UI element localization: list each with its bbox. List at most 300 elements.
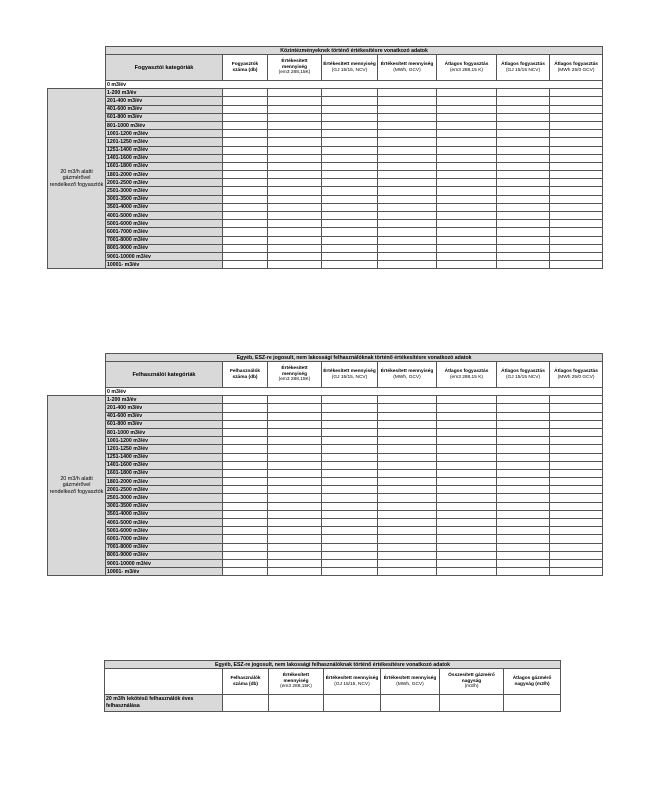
data-cell[interactable] [268,396,322,404]
data-cell[interactable] [550,105,603,113]
data-cell[interactable] [437,261,497,269]
data-cell[interactable] [322,228,378,236]
data-cell[interactable] [378,461,437,469]
data-cell[interactable] [322,478,378,486]
data-cell[interactable] [223,527,268,535]
data-cell[interactable] [268,162,322,170]
data-cell[interactable] [378,445,437,453]
data-cell[interactable] [223,695,269,712]
data-cell[interactable] [223,162,268,170]
data-cell[interactable] [268,453,322,461]
data-cell[interactable] [437,502,497,510]
data-cell[interactable] [223,203,268,211]
data-cell[interactable] [378,568,437,576]
data-cell[interactable] [378,244,437,252]
data-cell[interactable] [268,478,322,486]
data-cell[interactable] [378,220,437,228]
data-cell[interactable] [268,179,322,187]
data-cell[interactable] [550,187,603,195]
data-cell[interactable] [223,171,268,179]
data-cell[interactable] [497,535,550,543]
data-cell[interactable] [322,146,378,154]
data-cell[interactable] [378,428,437,436]
data-cell[interactable] [322,568,378,576]
data-cell[interactable] [550,543,603,551]
data-cell[interactable] [223,220,268,228]
data-cell[interactable] [437,195,497,203]
data-cell[interactable] [378,486,437,494]
data-cell[interactable] [223,179,268,187]
data-cell[interactable] [268,519,322,527]
data-cell[interactable] [437,179,497,187]
data-cell[interactable] [550,138,603,146]
data-cell[interactable] [550,220,603,228]
data-cell[interactable] [550,494,603,502]
data-cell[interactable] [497,437,550,445]
data-cell[interactable] [497,486,550,494]
data-cell[interactable] [223,195,268,203]
data-cell[interactable] [378,469,437,477]
data-cell[interactable] [322,105,378,113]
data-cell[interactable] [437,404,497,412]
data-cell[interactable] [497,162,550,170]
data-cell[interactable] [378,105,437,113]
data-cell[interactable] [497,105,550,113]
data-cell[interactable] [378,453,437,461]
data-cell[interactable] [550,445,603,453]
data-cell[interactable] [497,195,550,203]
data-cell[interactable] [378,89,437,97]
data-cell[interactable] [437,121,497,129]
data-cell[interactable] [497,252,550,260]
data-cell[interactable] [440,695,504,712]
data-cell[interactable] [223,244,268,252]
data-cell[interactable] [378,146,437,154]
data-cell[interactable] [437,469,497,477]
data-cell[interactable] [322,113,378,121]
data-cell[interactable] [322,461,378,469]
data-cell[interactable] [497,461,550,469]
data-cell[interactable] [322,445,378,453]
data-cell[interactable] [381,695,440,712]
data-cell[interactable] [497,97,550,105]
data-cell[interactable] [497,428,550,436]
data-cell[interactable] [497,228,550,236]
data-cell[interactable] [378,519,437,527]
data-cell[interactable] [497,445,550,453]
data-cell[interactable] [437,236,497,244]
data-cell[interactable] [268,252,322,260]
data-cell[interactable] [378,252,437,260]
data-cell[interactable] [322,502,378,510]
data-cell[interactable] [268,121,322,129]
data-cell[interactable] [497,478,550,486]
data-cell[interactable] [322,203,378,211]
data-cell[interactable] [437,568,497,576]
data-cell[interactable] [437,396,497,404]
data-cell[interactable] [322,510,378,518]
data-cell[interactable] [437,510,497,518]
data-cell[interactable] [550,527,603,535]
data-cell[interactable] [497,568,550,576]
data-cell[interactable] [268,527,322,535]
data-cell[interactable] [378,179,437,187]
data-cell[interactable] [324,695,381,712]
data-cell[interactable] [223,89,268,97]
data-cell[interactable] [378,212,437,220]
data-cell[interactable] [437,220,497,228]
data-cell[interactable] [322,519,378,527]
data-cell[interactable] [322,453,378,461]
data-cell[interactable] [223,437,268,445]
data-cell[interactable] [268,228,322,236]
data-cell[interactable] [223,453,268,461]
data-cell[interactable] [550,404,603,412]
data-cell[interactable] [437,154,497,162]
data-cell[interactable] [497,559,550,567]
data-cell[interactable] [497,396,550,404]
data-cell[interactable] [378,97,437,105]
data-cell[interactable] [437,146,497,154]
data-cell[interactable] [223,396,268,404]
data-cell[interactable] [437,113,497,121]
data-cell[interactable] [497,113,550,121]
data-cell[interactable] [322,559,378,567]
data-cell[interactable] [223,420,268,428]
data-cell[interactable] [437,494,497,502]
data-cell[interactable] [550,396,603,404]
data-cell[interactable] [268,105,322,113]
data-cell[interactable] [550,412,603,420]
data-cell[interactable] [378,396,437,404]
data-cell[interactable] [223,559,268,567]
data-cell[interactable] [268,97,322,105]
data-cell[interactable] [497,203,550,211]
data-cell[interactable] [378,527,437,535]
data-cell[interactable] [550,568,603,576]
data-cell[interactable] [322,261,378,269]
data-cell[interactable] [497,220,550,228]
data-cell[interactable] [550,228,603,236]
data-cell[interactable] [497,519,550,527]
data-cell[interactable] [497,551,550,559]
data-cell[interactable] [437,420,497,428]
data-cell[interactable] [437,486,497,494]
data-cell[interactable] [322,154,378,162]
data-cell[interactable] [322,486,378,494]
data-cell[interactable] [437,478,497,486]
data-cell[interactable] [268,535,322,543]
data-cell[interactable] [497,212,550,220]
data-cell[interactable] [378,535,437,543]
data-cell[interactable] [268,212,322,220]
data-cell[interactable] [322,138,378,146]
data-cell[interactable] [378,437,437,445]
data-cell[interactable] [497,502,550,510]
data-cell[interactable] [437,559,497,567]
data-cell[interactable] [437,527,497,535]
data-cell[interactable] [497,187,550,195]
data-cell[interactable] [497,412,550,420]
data-cell[interactable] [268,154,322,162]
data-cell[interactable] [497,527,550,535]
data-cell[interactable] [378,420,437,428]
data-cell[interactable] [322,187,378,195]
data-cell[interactable] [550,154,603,162]
data-cell[interactable] [497,494,550,502]
data-cell[interactable] [223,252,268,260]
data-cell[interactable] [550,171,603,179]
data-cell[interactable] [550,437,603,445]
data-cell[interactable] [550,486,603,494]
data-cell[interactable] [268,236,322,244]
data-cell[interactable] [223,121,268,129]
data-cell[interactable] [550,179,603,187]
data-cell[interactable] [497,510,550,518]
data-cell[interactable] [550,510,603,518]
data-cell[interactable] [550,146,603,154]
data-cell[interactable] [322,527,378,535]
data-cell[interactable] [550,453,603,461]
data-cell[interactable] [550,244,603,252]
data-cell[interactable] [322,236,378,244]
data-cell[interactable] [322,428,378,436]
data-cell[interactable] [497,89,550,97]
data-cell[interactable] [268,568,322,576]
data-cell[interactable] [437,519,497,527]
data-cell[interactable] [437,203,497,211]
data-cell[interactable] [378,261,437,269]
data-cell[interactable] [437,138,497,146]
data-cell[interactable] [223,519,268,527]
data-cell[interactable] [437,445,497,453]
data-cell[interactable] [437,428,497,436]
data-cell[interactable] [437,412,497,420]
data-cell[interactable] [550,212,603,220]
data-cell[interactable] [322,412,378,420]
data-cell[interactable] [437,437,497,445]
data-cell[interactable] [322,162,378,170]
data-cell[interactable] [378,236,437,244]
data-cell[interactable] [550,89,603,97]
data-cell[interactable] [550,97,603,105]
data-cell[interactable] [268,445,322,453]
data-cell[interactable] [497,244,550,252]
data-cell[interactable] [378,162,437,170]
data-cell[interactable] [268,195,322,203]
data-cell[interactable] [437,130,497,138]
data-cell[interactable] [378,502,437,510]
data-cell[interactable] [268,559,322,567]
data-cell[interactable] [268,220,322,228]
data-cell[interactable] [223,551,268,559]
data-cell[interactable] [268,89,322,97]
data-cell[interactable] [437,105,497,113]
data-cell[interactable] [550,420,603,428]
data-cell[interactable] [223,445,268,453]
data-cell[interactable] [437,244,497,252]
data-cell[interactable] [268,130,322,138]
data-cell[interactable] [437,162,497,170]
data-cell[interactable] [378,121,437,129]
data-cell[interactable] [268,171,322,179]
data-cell[interactable] [268,261,322,269]
data-cell[interactable] [223,228,268,236]
data-cell[interactable] [437,228,497,236]
data-cell[interactable] [223,404,268,412]
data-cell[interactable] [550,252,603,260]
data-cell[interactable] [223,130,268,138]
data-cell[interactable] [437,252,497,260]
data-cell[interactable] [497,179,550,187]
data-cell[interactable] [268,420,322,428]
data-cell[interactable] [268,203,322,211]
data-cell[interactable] [268,543,322,551]
data-cell[interactable] [550,559,603,567]
data-cell[interactable] [378,113,437,121]
data-cell[interactable] [437,212,497,220]
data-cell[interactable] [497,171,550,179]
data-cell[interactable] [437,535,497,543]
data-cell[interactable] [497,138,550,146]
data-cell[interactable] [223,568,268,576]
data-cell[interactable] [223,461,268,469]
data-cell[interactable] [322,469,378,477]
data-cell[interactable] [550,502,603,510]
data-cell[interactable] [322,130,378,138]
data-cell[interactable] [268,412,322,420]
data-cell[interactable] [378,494,437,502]
data-cell[interactable] [268,551,322,559]
data-cell[interactable] [550,162,603,170]
data-cell[interactable] [322,171,378,179]
data-cell[interactable] [223,486,268,494]
data-cell[interactable] [378,154,437,162]
data-cell[interactable] [378,510,437,518]
data-cell[interactable] [378,412,437,420]
data-cell[interactable] [322,396,378,404]
data-cell[interactable] [550,113,603,121]
data-cell[interactable] [268,138,322,146]
data-cell[interactable] [497,154,550,162]
data-cell[interactable] [268,244,322,252]
data-cell[interactable] [497,453,550,461]
data-cell[interactable] [223,97,268,105]
data-cell[interactable] [378,138,437,146]
data-cell[interactable] [550,236,603,244]
data-cell[interactable] [268,437,322,445]
data-cell[interactable] [497,146,550,154]
data-cell[interactable] [504,695,561,712]
data-cell[interactable] [268,510,322,518]
data-cell[interactable] [322,494,378,502]
data-cell[interactable] [268,187,322,195]
data-cell[interactable] [322,437,378,445]
data-cell[interactable] [437,461,497,469]
data-cell[interactable] [378,404,437,412]
data-cell[interactable] [268,486,322,494]
data-cell[interactable] [550,130,603,138]
data-cell[interactable] [550,428,603,436]
data-cell[interactable] [223,543,268,551]
data-cell[interactable] [550,519,603,527]
data-cell[interactable] [322,89,378,97]
data-cell[interactable] [322,543,378,551]
data-cell[interactable] [378,203,437,211]
data-cell[interactable] [223,261,268,269]
data-cell[interactable] [223,154,268,162]
data-cell[interactable] [223,212,268,220]
data-cell[interactable] [550,551,603,559]
data-cell[interactable] [223,113,268,121]
data-cell[interactable] [322,195,378,203]
data-cell[interactable] [322,212,378,220]
data-cell[interactable] [550,261,603,269]
data-cell[interactable] [322,244,378,252]
data-cell[interactable] [437,97,497,105]
data-cell[interactable] [497,543,550,551]
data-cell[interactable] [223,535,268,543]
data-cell[interactable] [223,494,268,502]
data-cell[interactable] [268,146,322,154]
data-cell[interactable] [322,97,378,105]
data-cell[interactable] [497,121,550,129]
data-cell[interactable] [378,130,437,138]
data-cell[interactable] [437,453,497,461]
data-cell[interactable] [223,412,268,420]
data-cell[interactable] [497,130,550,138]
data-cell[interactable] [268,428,322,436]
data-cell[interactable] [268,494,322,502]
data-cell[interactable] [550,203,603,211]
data-cell[interactable] [322,252,378,260]
data-cell[interactable] [437,187,497,195]
data-cell[interactable] [269,695,324,712]
data-cell[interactable] [437,543,497,551]
data-cell[interactable] [322,220,378,228]
data-cell[interactable] [322,420,378,428]
data-cell[interactable] [550,121,603,129]
data-cell[interactable] [223,510,268,518]
data-cell[interactable] [378,228,437,236]
data-cell[interactable] [223,428,268,436]
data-cell[interactable] [322,404,378,412]
data-cell[interactable] [268,461,322,469]
data-cell[interactable] [497,469,550,477]
data-cell[interactable] [223,187,268,195]
data-cell[interactable] [497,420,550,428]
data-cell[interactable] [223,146,268,154]
data-cell[interactable] [268,502,322,510]
data-cell[interactable] [378,195,437,203]
data-cell[interactable] [378,551,437,559]
data-cell[interactable] [322,179,378,187]
data-cell[interactable] [223,236,268,244]
data-cell[interactable] [322,535,378,543]
data-cell[interactable] [497,404,550,412]
data-cell[interactable] [378,478,437,486]
data-cell[interactable] [322,551,378,559]
data-cell[interactable] [378,171,437,179]
data-cell[interactable] [268,404,322,412]
data-cell[interactable] [268,113,322,121]
data-cell[interactable] [550,535,603,543]
data-cell[interactable] [497,236,550,244]
data-cell[interactable] [550,461,603,469]
data-cell[interactable] [223,138,268,146]
data-cell[interactable] [497,261,550,269]
data-cell[interactable] [322,121,378,129]
